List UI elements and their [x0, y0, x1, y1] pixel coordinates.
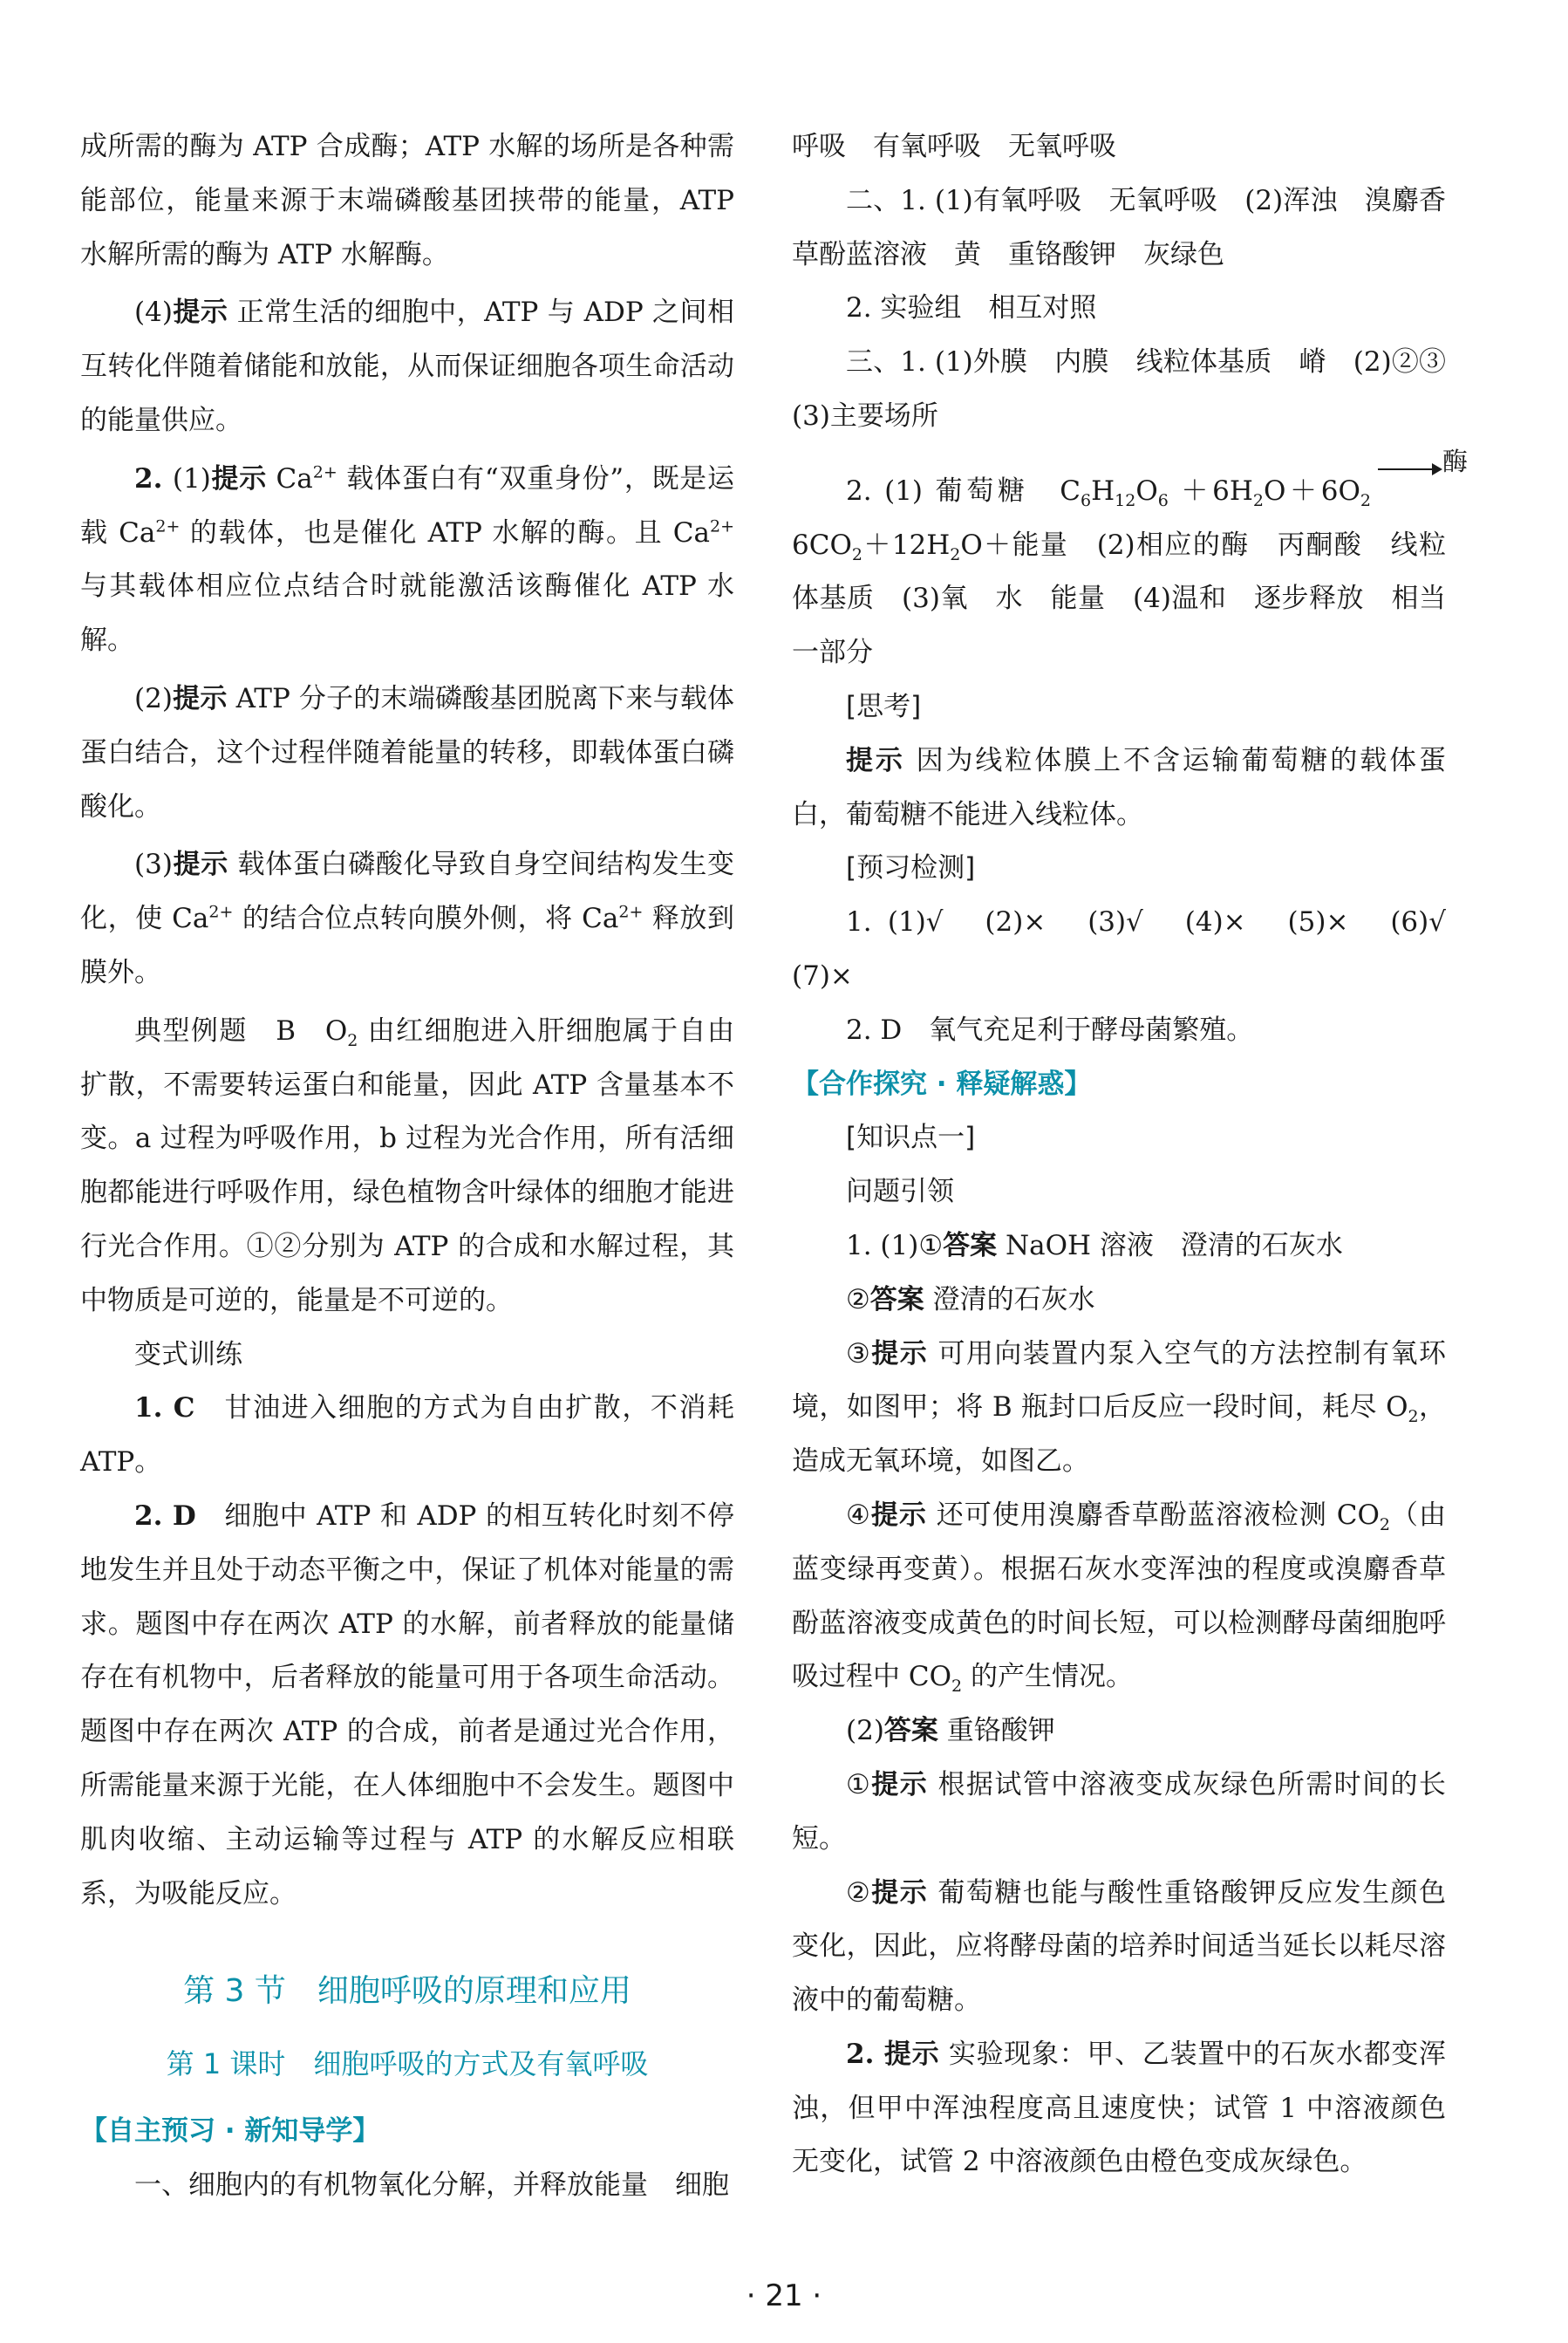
answer-label: 答案 — [883, 1715, 938, 1747]
hint-label: 提示 — [172, 849, 228, 881]
page-number: · 21 · — [746, 2278, 822, 2313]
right-column — [792, 120, 1473, 2189]
left-column — [80, 120, 734, 2213]
section-title: 第 3 节 细胞呼吸的原理和应用 — [183, 1973, 631, 2010]
paragraph: 1. (1)①答案 NaOH 溶液 澄清的石灰水 — [846, 1229, 1343, 1261]
paragraph: ④提示 还可使用溴麝香草酚蓝溶液检测 $CO_2$（由蓝变绿再变黄）。根据石灰水变浑浊的程度或溴麝香草酚蓝溶液变成黄色的时间长短，可以检测酵母菌细胞呼吸过程中 $CO_2$ 的产生情况。 — [792, 1499, 1447, 1697]
paragraph: (3)提示 载体蛋白磷酸化导致自身空间结构发生变化，使 $Ca^{2+}$ 的结合位点转向膜外侧，将 $Ca^{2+}$ 释放到膜外。 — [80, 849, 734, 988]
paragraph: 1. (1)√ (2)× (3)√ (4)× (5)× (6)√ (7)× — [792, 906, 1473, 992]
paragraph: 提示 因为线粒体膜上不含运输葡萄糖的载体蛋白，葡萄糖不能进入线粒体。 — [792, 744, 1447, 830]
paragraph: 二、1. (1)有氧呼吸 无氧呼吸 (2)浑浊 溴麝香草酚蓝溶液 黄 重铬酸钾 灰绿色 — [792, 184, 1446, 270]
paragraph: 2. 实验组 相互对照 — [846, 292, 1097, 324]
paragraph: 问题引领 — [846, 1176, 954, 1208]
paragraph: (4)提示 正常生活的细胞中，ATP 与 ADP 之间相互转化伴随着储能和放能，从而保证细胞各项生命活动的能量供应。 — [80, 297, 735, 436]
answer-label: 答案 — [943, 1229, 998, 1261]
hint-label: 提示 — [210, 462, 267, 495]
paragraph: 2. 提示 实验现象：甲、乙装置中的石灰水都变浑浊，但甲中浑浊程度高且速度快；试管 1 中溶液颜色无变化，试管 2 中溶液颜色由橙色变成灰绿色。 — [792, 2038, 1447, 2178]
subheading: [思考] — [846, 690, 922, 722]
paragraph: (2)提示 ATP 分子的末端磷酸基团脱离下来与载体蛋白结合，这个过程伴随着能量的转移，即载体蛋白磷酸化。 — [80, 682, 734, 823]
hint-label: 提示 — [172, 297, 228, 329]
enzyme-label: 酶 — [1442, 446, 1469, 476]
paragraph: 一、细胞内的有机物氧化分解，并释放能量 细胞 — [134, 2169, 729, 2202]
hint-label: 提示 — [871, 1876, 929, 1909]
paragraph: 2. D 氧气充足利于酵母菌繁殖。 — [846, 1014, 1254, 1046]
subheading: [预习检测] — [846, 852, 976, 885]
hint-label: 提示 — [883, 2038, 940, 2070]
paragraph: 2. (1)提示 $Ca^{2+}$ 载体蛋白有“双重身份”，既是运载 $Ca^{2+}$ 的载体，也是催化 ATP 水解的酶。且 $Ca^{2+}$ 与其载体相应位点结合时就能激活该酶催化 ATP 水解。 — [80, 462, 735, 657]
paragraph: ①提示 根据试管中溶液变成灰绿色所需时间的长短。 — [792, 1768, 1447, 1855]
paragraph: 2. D 细胞中 ATP 和 ADP 的相互转化时刻不停地发生并且处于动态平衡之中，保证了机体对能量的需求。题图中存在两次 ATP 的水解，前者释放的能量储存在有机物中，后者释放的能量可用于各项生命活动。题图中存在两次 ATP 的合成，前者是通过光合作用，所需能量来源于光能，在人体细胞中不会发生。题图中肌肉收缩、主动运输等过程与 ATP 的水解反应相联系，为吸能反应。 — [80, 1499, 734, 1909]
paragraph: ③提示 可用向装置内泵入空气的方法控制有氧环境，如图甲；将 B 瓶封口后反应一段时间，耗尽 $O_2$，造成无氧环境，如图乙。 — [792, 1337, 1447, 1478]
reaction-arrow — [1378, 468, 1441, 470]
paragraph: ②答案 澄清的石灰水 — [846, 1283, 1095, 1315]
paragraph: 变式训练 — [134, 1338, 242, 1370]
answer-label: 答案 — [869, 1283, 924, 1315]
paragraph: 典型例题 B $O_2$ 由红细胞进入肝细胞属于自由扩散，不需要转运蛋白和能量，因此 ATP 含量基本不变。a 过程为呼吸作用，b 过程为光合作用，所有活细胞都能进行呼吸作用，绿色植物含叶绿体的细胞才能进行光合作用。①②分别为 ATP 的合成和水解过程，其中物质是可逆的，能量是不可逆的。 — [80, 1014, 734, 1316]
hint-label: 提示 — [871, 1337, 929, 1370]
paragraph: ②提示 葡萄糖也能与酸性重铬酸钾反应发生颜色变化，因此，应将酵母菌的培养时间适当延长以耗尽溶液中的葡萄糖。 — [792, 1876, 1447, 2017]
hint-label: 提示 — [846, 744, 905, 776]
section-header: 【合作探究 · 释疑解惑】 — [792, 1068, 1092, 1100]
hint-label: 提示 — [871, 1768, 929, 1800]
section-header: 【自主预习 · 新知导学】 — [80, 2115, 380, 2148]
lesson-title: 第 1 课时 细胞呼吸的方式及有氧呼吸 — [166, 2047, 649, 2081]
subheading: [知识点一] — [846, 1122, 976, 1154]
hint-label: 提示 — [172, 682, 228, 714]
paragraph: 成所需的酶为 ATP 合成酶；ATP 水解的场所是各种需能部位，能量来源于末端磷酸基团挟带的能量，ATP 水解所需的酶为 ATP 水解酶。 — [80, 131, 734, 270]
paragraph: (2)答案 重铬酸钾 — [846, 1715, 1055, 1747]
hint-label: 提示 — [870, 1499, 927, 1531]
equation-paragraph: 酶 2. (1) 葡萄糖 $C_6H_{12}O_6 +6H_2O+6O_26CO_2+12H_2O+$能量 (2)相应的酶 丙酮酸 线粒体基质 (3)氧 水 能量 (4)温和 逐步释放 相当一部分 — [792, 465, 1446, 680]
paragraph: 1. C 甘油进入细胞的方式为自由扩散，不消耗 ATP。 — [80, 1392, 735, 1479]
paragraph: 呼吸 有氧呼吸 无氧呼吸 — [792, 131, 1116, 162]
paragraph: 三、1. (1)外膜 内膜 线粒体基质 嵴 (2)②③ (3)主要场所 — [792, 346, 1473, 432]
